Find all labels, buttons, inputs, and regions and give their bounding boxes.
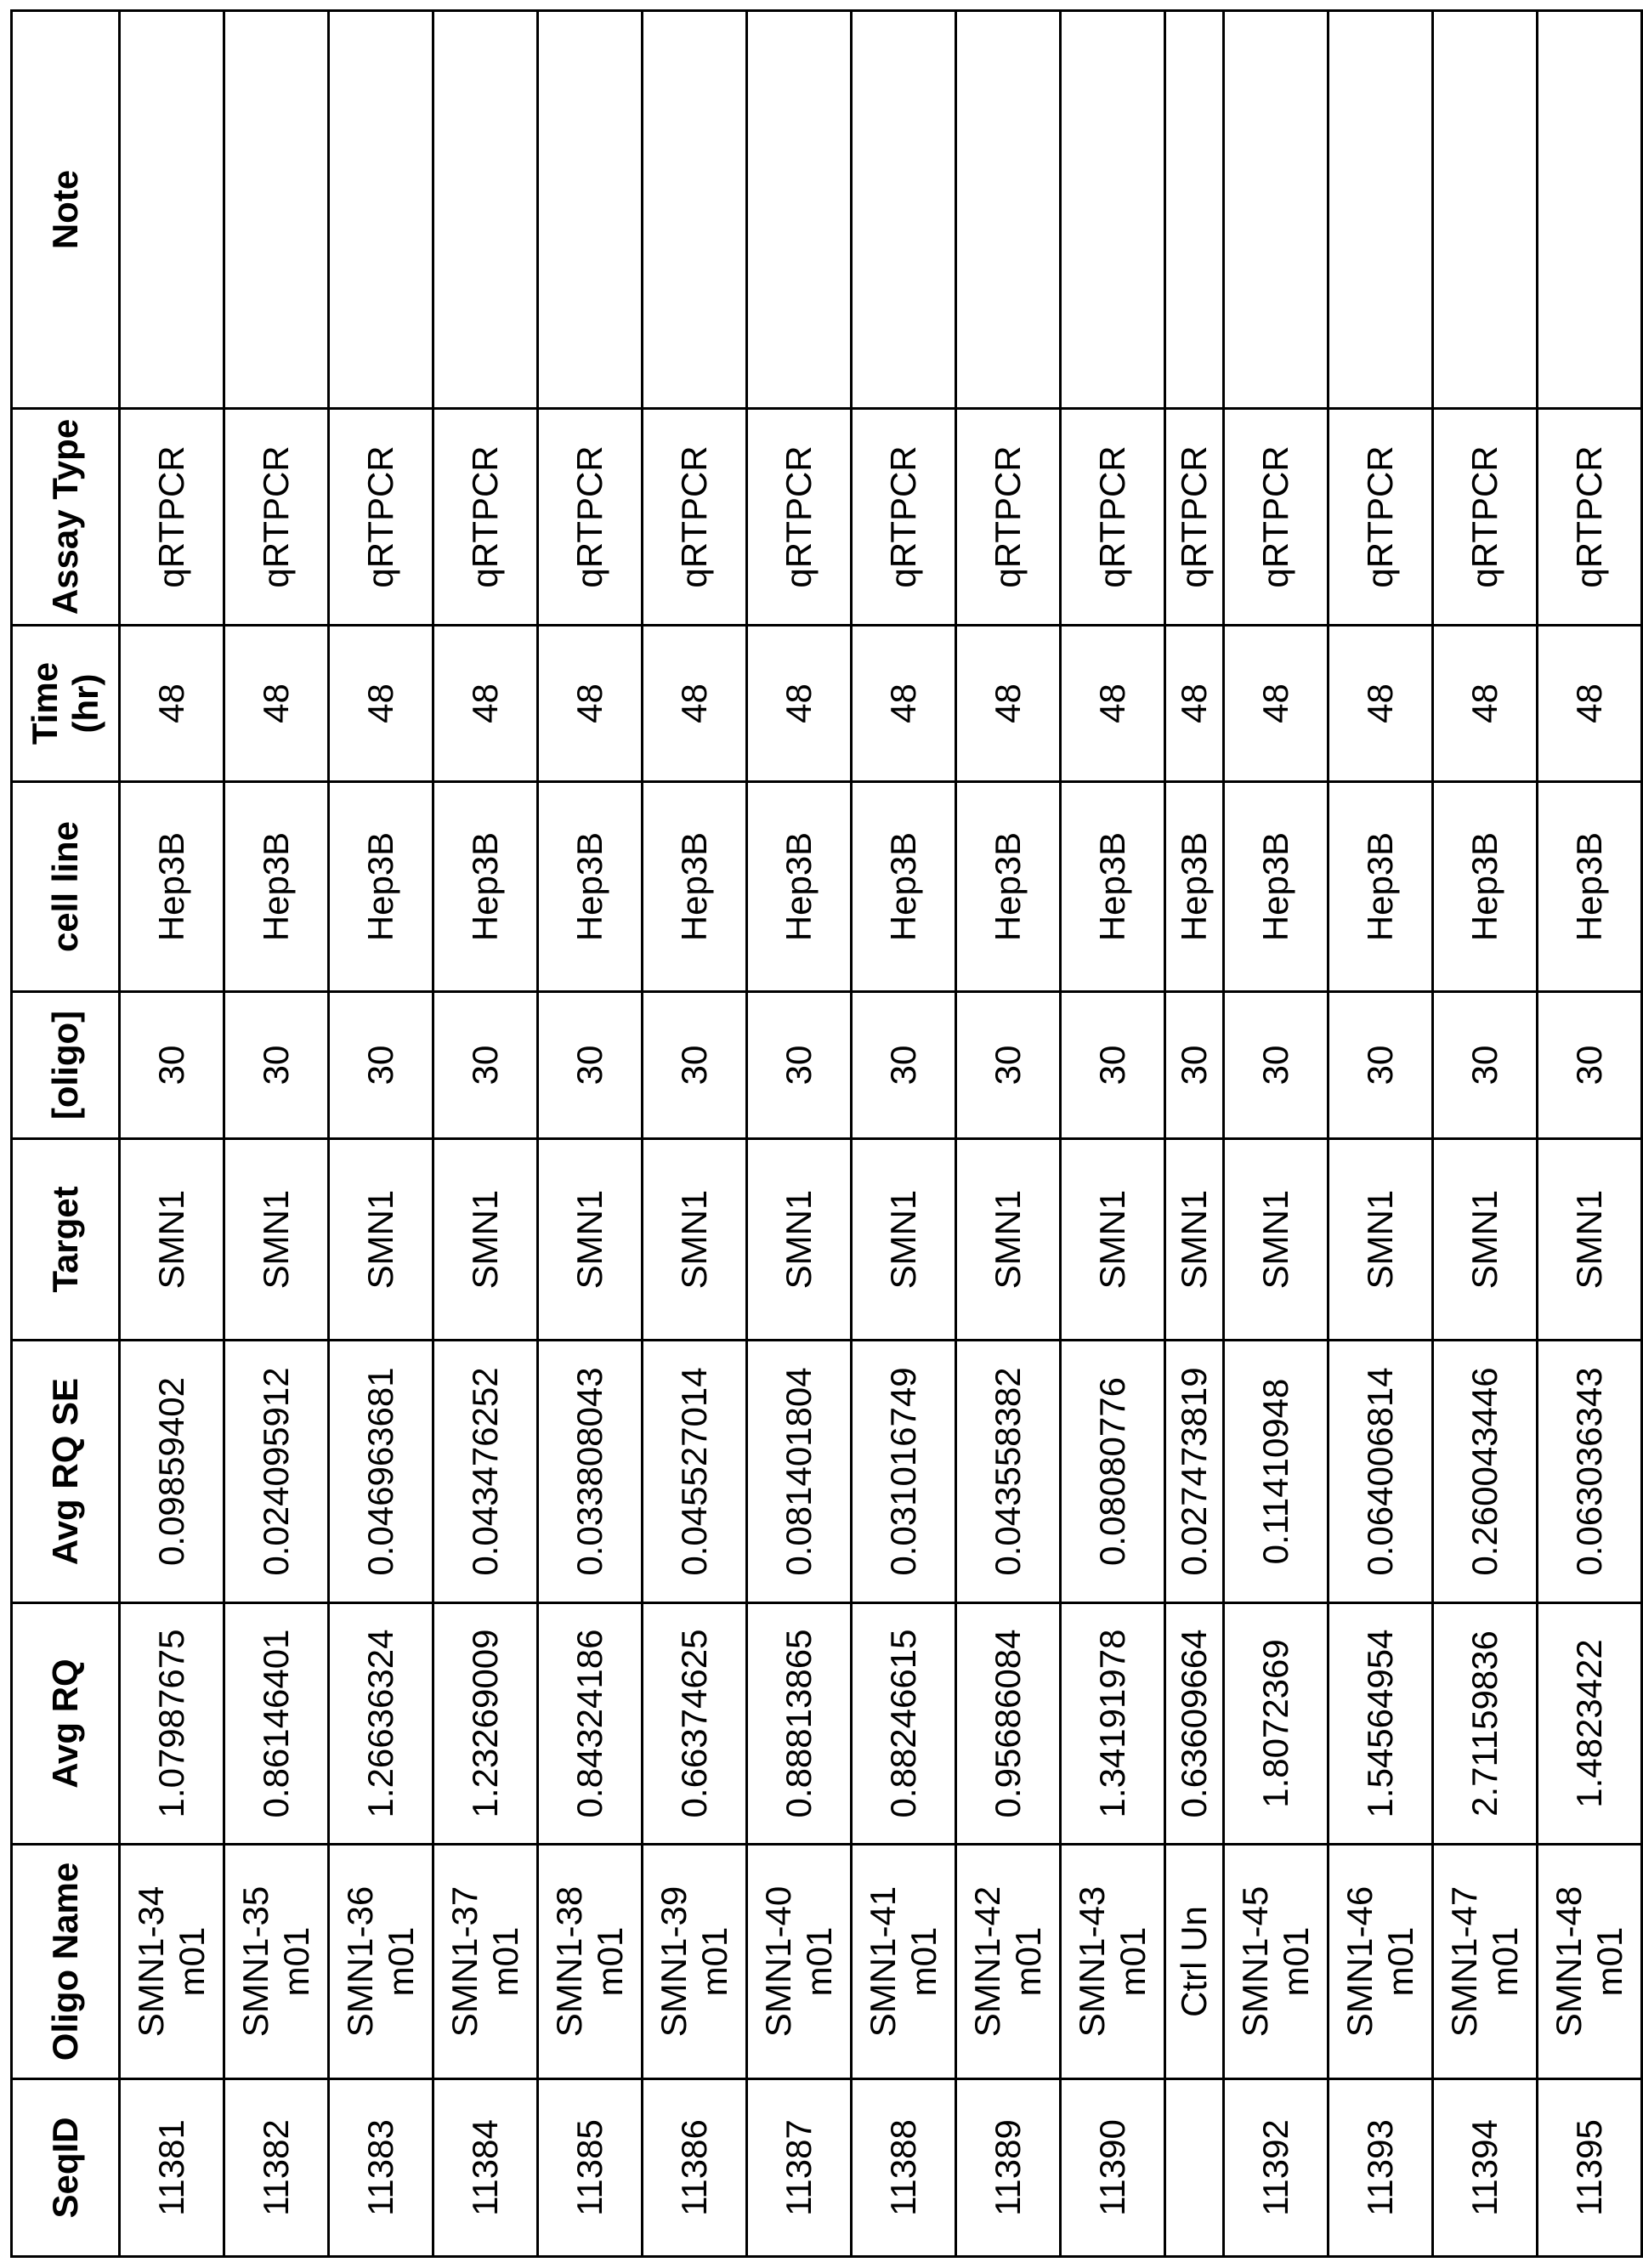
cell-seqid: 11389 [956, 2079, 1061, 2257]
table-row [224, 11, 329, 2257]
cell-target: SMN1 [852, 1139, 956, 1341]
cell-cell-line: Hep3B [1061, 782, 1165, 992]
data-table [10, 9, 1643, 2258]
cell-time-hr: 48 [747, 626, 852, 782]
cell-target: SMN1 [538, 1139, 643, 1341]
cell-oligo-conc: 30 [1165, 992, 1224, 1139]
header-cell-line: cell line [12, 782, 120, 992]
header-assay-type: Assay Type [12, 409, 120, 626]
cell-oligo-conc: 30 [538, 992, 643, 1139]
cell-avg-rq-se: 0.063036343 [1538, 1341, 1642, 1603]
cell-note [1433, 11, 1538, 409]
cell-target: SMN1 [1538, 1139, 1642, 1341]
cell-note [852, 11, 956, 409]
cell-target: SMN1 [1433, 1139, 1538, 1341]
cell-cell-line: Hep3B [538, 782, 643, 992]
cell-target: SMN1 [747, 1139, 852, 1341]
cell-oligo-name: SMN1-48 m01 [1538, 1845, 1642, 2079]
cell-time-hr: 48 [643, 626, 747, 782]
cell-time-hr: 48 [852, 626, 956, 782]
cell-oligo-name: SMN1-41 m01 [852, 1845, 956, 2079]
cell-seqid: 11394 [1433, 2079, 1538, 2257]
cell-cell-line: Hep3B [120, 782, 224, 992]
cell-cell-line: Hep3B [1224, 782, 1329, 992]
cell-assay-type: qRTPCR [1433, 409, 1538, 626]
cell-oligo-name: SMN1-38 m01 [538, 1845, 643, 2079]
cell-oligo-conc: 30 [1224, 992, 1329, 1139]
cell-avg-rq: 2.71159836 [1433, 1603, 1538, 1845]
cell-assay-type: qRTPCR [433, 409, 538, 626]
cell-avg-rq: 0.95686084 [956, 1603, 1061, 1845]
cell-cell-line: Hep3B [1329, 782, 1433, 992]
table-row [956, 11, 1061, 2257]
cell-avg-rq-se: 0.043558382 [956, 1341, 1061, 1603]
cell-oligo-name: SMN1-39 m01 [643, 1845, 747, 2079]
table-row [433, 11, 538, 2257]
cell-avg-rq: 1.23269009 [433, 1603, 538, 1845]
cell-avg-rq-se: 0.024095912 [224, 1341, 329, 1603]
cell-oligo-conc: 30 [1061, 992, 1165, 1139]
cell-seqid: 11382 [224, 2079, 329, 2257]
cell-oligo-name: SMN1-43 m01 [1061, 1845, 1165, 2079]
cell-seqid: 11386 [643, 2079, 747, 2257]
cell-oligo-conc: 30 [643, 992, 747, 1139]
table-row [1165, 11, 1224, 2257]
cell-oligo-conc: 30 [852, 992, 956, 1139]
cell-oligo-name: SMN1-47 m01 [1433, 1845, 1538, 2079]
cell-time-hr: 48 [1061, 626, 1165, 782]
cell-assay-type: qRTPCR [224, 409, 329, 626]
rotated-table-container [10, 12, 1610, 2258]
cell-oligo-name: SMN1-46 m01 [1329, 1845, 1433, 2079]
cell-oligo-conc: 30 [224, 992, 329, 1139]
cell-assay-type: qRTPCR [120, 409, 224, 626]
cell-oligo-conc: 30 [1329, 992, 1433, 1139]
cell-time-hr: 48 [956, 626, 1061, 782]
table-row [329, 11, 433, 2257]
cell-assay-type: qRTPCR [956, 409, 1061, 626]
cell-note [956, 11, 1061, 409]
cell-cell-line: Hep3B [433, 782, 538, 992]
cell-time-hr: 48 [538, 626, 643, 782]
cell-note [433, 11, 538, 409]
cell-oligo-name: Ctrl Un [1165, 1845, 1224, 2079]
cell-note [1165, 11, 1224, 409]
cell-oligo-conc: 30 [329, 992, 433, 1139]
cell-oligo-name: SMN1-34 m01 [120, 1845, 224, 2079]
cell-oligo-name: SMN1-37 m01 [433, 1845, 538, 2079]
cell-avg-rq-se: 0.033808043 [538, 1341, 643, 1603]
cell-time-hr: 48 [329, 626, 433, 782]
cell-assay-type: qRTPCR [1538, 409, 1642, 626]
table-row [1224, 11, 1329, 2257]
header-target: Target [12, 1139, 120, 1341]
cell-note [1538, 11, 1642, 409]
cell-avg-rq-se: 0.031016749 [852, 1341, 956, 1603]
header-time-hr: Time (hr) [12, 626, 120, 782]
cell-seqid: 11387 [747, 2079, 852, 2257]
cell-cell-line: Hep3B [643, 782, 747, 992]
cell-oligo-conc: 30 [120, 992, 224, 1139]
table-row [1061, 11, 1165, 2257]
cell-avg-rq-se: 0.11410948 [1224, 1341, 1329, 1603]
cell-assay-type: qRTPCR [1061, 409, 1165, 626]
cell-target: SMN1 [1224, 1139, 1329, 1341]
cell-cell-line: Hep3B [747, 782, 852, 992]
cell-seqid: 11383 [329, 2079, 433, 2257]
cell-avg-rq-se: 0.081401804 [747, 1341, 852, 1603]
cell-seqid: 11381 [120, 2079, 224, 2257]
cell-assay-type: qRTPCR [1329, 409, 1433, 626]
cell-assay-type: qRTPCR [329, 409, 433, 626]
cell-avg-rq: 0.66374625 [643, 1603, 747, 1845]
cell-avg-rq: 1.4823422 [1538, 1603, 1642, 1845]
header-row [12, 11, 120, 2257]
cell-avg-rq: 1.07987675 [120, 1603, 224, 1845]
cell-note [538, 11, 643, 409]
table-row [1329, 11, 1433, 2257]
cell-oligo-name: SMN1-36 m01 [329, 1845, 433, 2079]
cell-oligo-name: SMN1-42 m01 [956, 1845, 1061, 2079]
cell-target: SMN1 [329, 1139, 433, 1341]
cell-target: SMN1 [433, 1139, 538, 1341]
cell-seqid: 11392 [1224, 2079, 1329, 2257]
cell-seqid: 11385 [538, 2079, 643, 2257]
cell-assay-type: qRTPCR [1165, 409, 1224, 626]
cell-avg-rq: 1.8072369 [1224, 1603, 1329, 1845]
cell-avg-rq: 0.86146401 [224, 1603, 329, 1845]
cell-assay-type: qRTPCR [538, 409, 643, 626]
cell-time-hr: 48 [1224, 626, 1329, 782]
cell-oligo-name: SMN1-40 m01 [747, 1845, 852, 2079]
header-seqid: SeqID [12, 2079, 120, 2257]
cell-seqid: 11384 [433, 2079, 538, 2257]
cell-oligo-conc: 30 [1433, 992, 1538, 1139]
cell-cell-line: Hep3B [329, 782, 433, 992]
cell-target: SMN1 [643, 1139, 747, 1341]
cell-cell-line: Hep3B [1538, 782, 1642, 992]
cell-avg-rq-se: 0.064006814 [1329, 1341, 1433, 1603]
table-row [852, 11, 956, 2257]
cell-avg-rq: 0.63609664 [1165, 1603, 1224, 1845]
cell-time-hr: 48 [1538, 626, 1642, 782]
table-row [538, 11, 643, 2257]
cell-assay-type: qRTPCR [643, 409, 747, 626]
cell-target: SMN1 [224, 1139, 329, 1341]
cell-avg-rq: 1.54564954 [1329, 1603, 1433, 1845]
cell-avg-rq-se: 0.08080776 [1061, 1341, 1165, 1603]
cell-target: SMN1 [956, 1139, 1061, 1341]
cell-avg-rq: 0.88246615 [852, 1603, 956, 1845]
cell-target: SMN1 [1329, 1139, 1433, 1341]
cell-cell-line: Hep3B [1165, 782, 1224, 992]
cell-note [120, 11, 224, 409]
cell-note [1224, 11, 1329, 409]
cell-assay-type: qRTPCR [852, 409, 956, 626]
cell-avg-rq-se: 0.027473819 [1165, 1341, 1224, 1603]
table-row [643, 11, 747, 2257]
cell-oligo-name: SMN1-35 m01 [224, 1845, 329, 2079]
cell-cell-line: Hep3B [224, 782, 329, 992]
cell-time-hr: 48 [1165, 626, 1224, 782]
header-oligo-conc: [oligo] [12, 992, 120, 1139]
cell-seqid: 11393 [1329, 2079, 1433, 2257]
cell-seqid [1165, 2079, 1224, 2257]
header-note: Note [12, 11, 120, 409]
header-oligo-name: Oligo Name [12, 1845, 120, 2079]
cell-avg-rq: 1.26636324 [329, 1603, 433, 1845]
cell-target: SMN1 [1165, 1139, 1224, 1341]
cell-time-hr: 48 [120, 626, 224, 782]
header-avg-rq: Avg RQ [12, 1603, 120, 1845]
cell-time-hr: 48 [1329, 626, 1433, 782]
cell-cell-line: Hep3B [956, 782, 1061, 992]
cell-note [224, 11, 329, 409]
cell-note [329, 11, 433, 409]
cell-time-hr: 48 [1433, 626, 1538, 782]
table-row [120, 11, 224, 2257]
cell-note [643, 11, 747, 409]
cell-oligo-conc: 30 [433, 992, 538, 1139]
cell-avg-rq-se: 0.045527014 [643, 1341, 747, 1603]
cell-time-hr: 48 [433, 626, 538, 782]
cell-avg-rq-se: 0.043476252 [433, 1341, 538, 1603]
table-row [1538, 11, 1642, 2257]
cell-avg-rq-se: 0.09859402 [120, 1341, 224, 1603]
cell-cell-line: Hep3B [1433, 782, 1538, 992]
cell-oligo-conc: 30 [747, 992, 852, 1139]
cell-avg-rq-se: 0.046963681 [329, 1341, 433, 1603]
cell-note [747, 11, 852, 409]
cell-time-hr: 48 [224, 626, 329, 782]
header-avg-rq-se: Avg RQ SE [12, 1341, 120, 1603]
cell-oligo-conc: 30 [956, 992, 1061, 1139]
cell-oligo-conc: 30 [1538, 992, 1642, 1139]
cell-cell-line: Hep3B [852, 782, 956, 992]
table-row [747, 11, 852, 2257]
table-row [1433, 11, 1538, 2257]
cell-avg-rq-se: 0.260043446 [1433, 1341, 1538, 1603]
cell-seqid: 11395 [1538, 2079, 1642, 2257]
cell-target: SMN1 [120, 1139, 224, 1341]
cell-seqid: 11388 [852, 2079, 956, 2257]
cell-avg-rq: 1.34191978 [1061, 1603, 1165, 1845]
cell-oligo-name: SMN1-45 m01 [1224, 1845, 1329, 2079]
cell-assay-type: qRTPCR [747, 409, 852, 626]
cell-seqid: 11390 [1061, 2079, 1165, 2257]
cell-avg-rq: 0.84324186 [538, 1603, 643, 1845]
cell-avg-rq: 0.88813865 [747, 1603, 852, 1845]
cell-note [1061, 11, 1165, 409]
cell-target: SMN1 [1061, 1139, 1165, 1341]
cell-assay-type: qRTPCR [1224, 409, 1329, 626]
cell-note [1329, 11, 1433, 409]
